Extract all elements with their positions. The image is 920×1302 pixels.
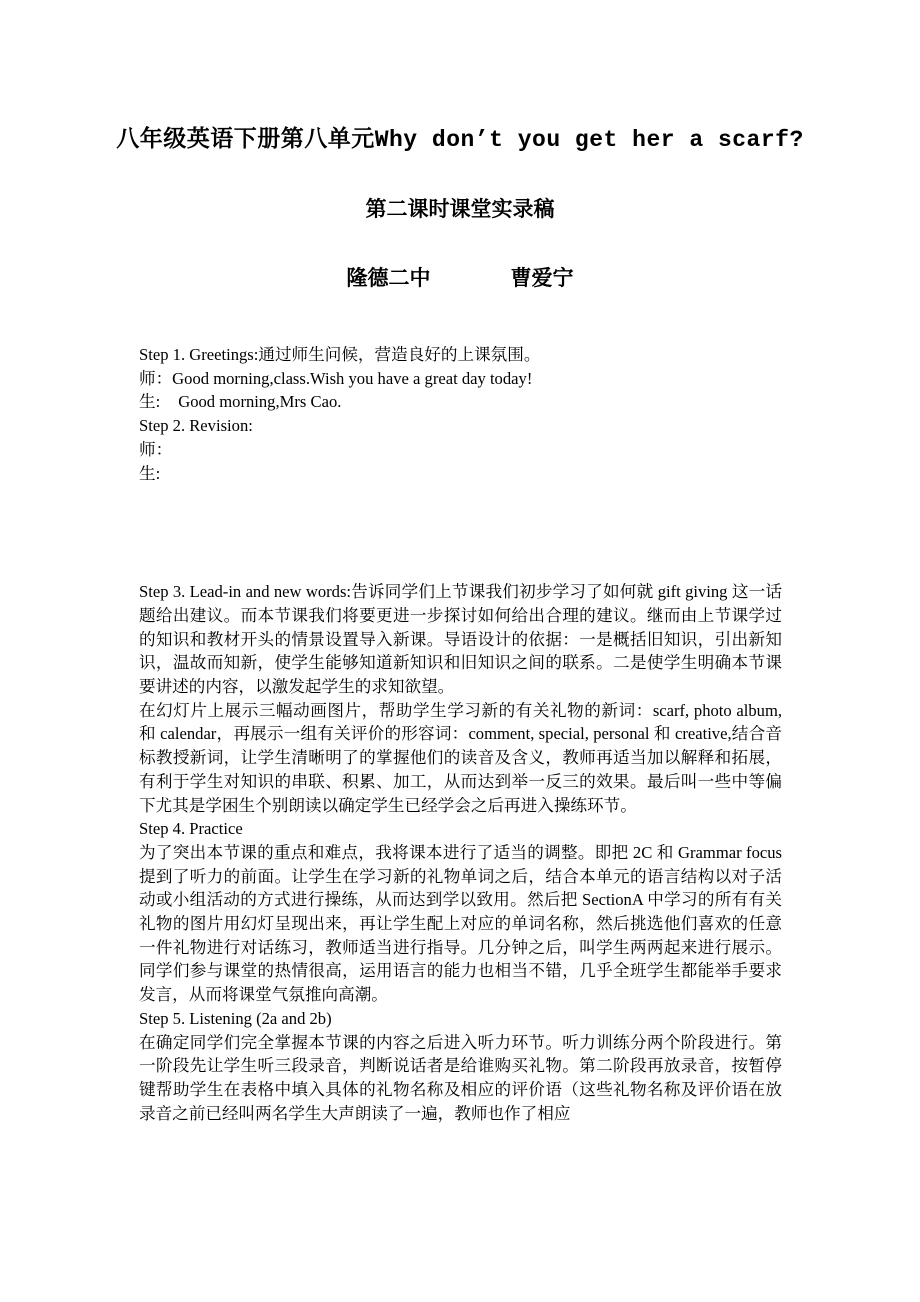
document-title-english: Why don’t you get her a scarf? (374, 127, 804, 153)
document-body (139, 343, 782, 1125)
student-greeting-text: Good morning,Mrs Cao. (178, 392, 342, 412)
paragraph-step3: Step 3. Lead-in and new words:告诉同学们上节课我们初步学习了如何就 gift giving 这一话题给出建议。而本节课我们将要更进一步探讨如何给出合理的建议。继而由上节课学过的知识和教材开头的情景设置导入新课。导语设计的依据：一是概括旧知识，引出新知识，温故而知新，使学生能够知道新知识和旧知识之间的联系。二是使学生明确本节课要讲述的内容，以激发起学生的求知欲望。 (139, 582, 782, 697)
paragraph-step5: Step 5. Listening (2a and 2b) (139, 1008, 332, 1028)
blank-space (139, 485, 782, 580)
paragraph-teacher-greeting: 师：Good morning,class.Wish you have a great day today! (139, 368, 533, 388)
author-school: 隆德二中 (346, 266, 431, 290)
document-subtitle: 第二课时课堂实录稿 (365, 197, 555, 221)
paragraph-listening: 在确定同学们完全掌握本节课的内容之后进入听力环节。听力训练分两个阶段进行。第一阶段先让学生听三段录音，判断说话者是给谁购买礼物。第二阶段再放录音，按暂停键帮助学生在表格中填入具体的礼物名称及相应的评价语（这些礼物名称及评价语在放录音之前已经叫两名学生大声朗读了一遍，教师也作了相应 (139, 1032, 782, 1123)
author-name: 曹爱宁 (510, 266, 574, 290)
paragraph-step2: Step 2. Revision: (139, 416, 253, 436)
student-label: 生: (139, 392, 161, 412)
paragraph-teacher-label: 师： (139, 439, 173, 459)
paragraph-step4: Step 4. Practice (139, 819, 243, 839)
document-title-prefix: 八年级英语下册第八单元 (116, 126, 375, 151)
paragraph-slides: 在幻灯片上展示三幅动画图片，帮助学生学习新的有关礼物的新词：scarf, photo album, 和 calendar，再展示一组有关评价的形容词：comment, special, personal 和 creative,结合音标教授新词，让学生清晰明了的掌握他们的读音及含义，教师再适当加以解释和拓展，有利于学生对知识的串联、积累、加工，从而达到举一反三的效果。最后叫一些中等偏下尤其是学困生个别朗读以确定学生已经学会之后再进入操练环节。 (139, 700, 782, 815)
paragraph-student-label: 生: (139, 463, 161, 483)
author-line (0, 262, 920, 292)
paragraph-step1: Step 1. Greetings:通过师生问候，营造良好的上课氛围。 (139, 345, 541, 364)
paragraph-student-greeting (139, 390, 782, 414)
document-title (0, 120, 920, 153)
paragraph-practice: 为了突出本节课的重点和难点，我将课本进行了适当的调整。即把 2C 和 Grammar focus 提到了听力的前面。让学生在学习新的礼物单词之后，结合本单元的语言结构以对子活动或小组活动的方式进行操练，从而达到学以致用。然后把 SectionA 中学习的所有有关礼物的图片用幻灯呈现出来，再让学生配上对应的单词名称，然后挑选他们喜欢的任意一件礼物进行对话练习，教师适当进行指导。几分钟之后，叫学生两两起来进行展示。同学们参与课堂的热情很高，运用语言的能力也相当不错，几乎全班学生都能举手要求发言，从而将课堂气氛推向高潮。 (139, 842, 782, 1005)
